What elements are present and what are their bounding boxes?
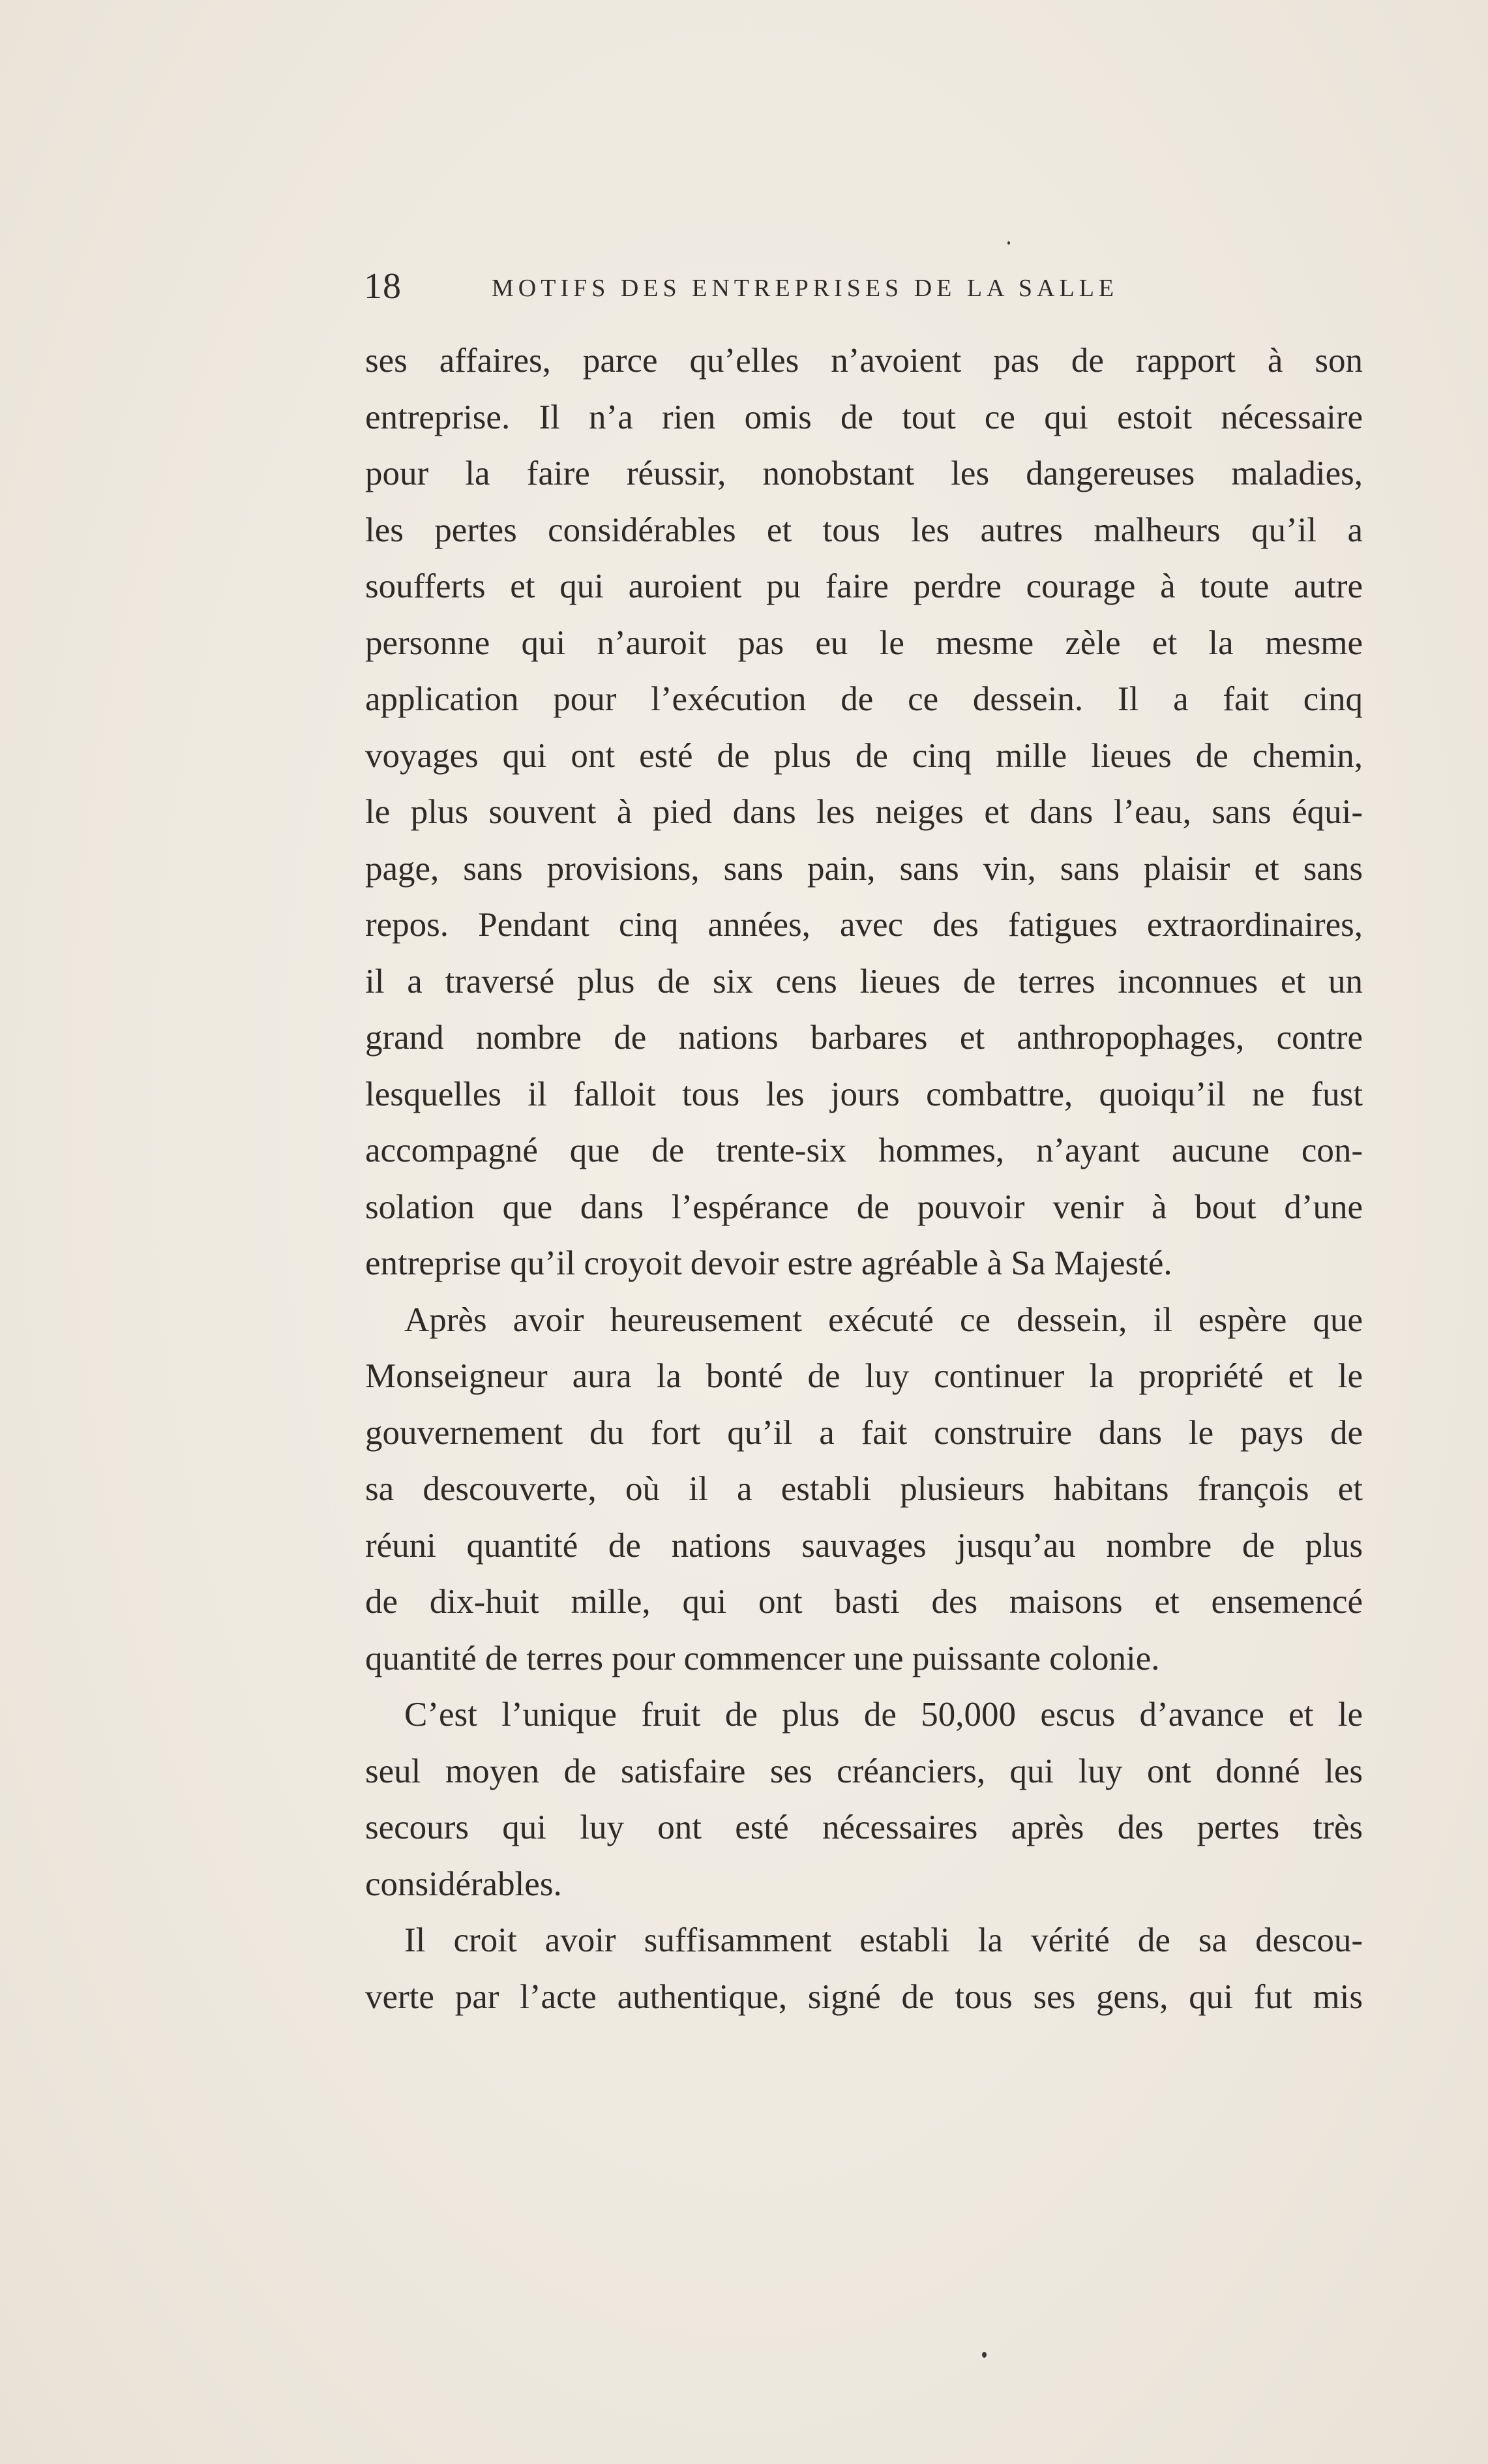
paper-speck (982, 2352, 987, 2358)
text-line: soufferts et qui auroient pu faire perdre courage à toute autre (365, 567, 1363, 605)
text-line: personne qui n’auroit pas eu le mesme zèle et la mesme (365, 624, 1363, 662)
text-line: page, sans provisions, sans pain, sans vin, sans plaisir et sans (365, 849, 1363, 888)
text-line: le plus souvent à pied dans les neiges et dans l’eau, sans équi- (365, 793, 1363, 831)
text-line: de dix-huit mille, qui ont basti des maisons et ensemencé (365, 1583, 1363, 1621)
running-title: MOTIFS DES ENTREPRISES DE LA SALLE (492, 275, 1119, 302)
text-line: solation que dans l’espérance de pouvoir venir à bout d’une (365, 1188, 1363, 1226)
text-line: quantité de terres pour commencer une puissante colonie. (365, 1639, 1160, 1677)
text-line: grand nombre de nations barbares et anthropophages, contre (365, 1019, 1363, 1057)
text-line: les pertes considérables et tous les autres malheurs qu’il a (365, 511, 1363, 549)
text-line: réuni quantité de nations sauvages jusqu’au nombre de plus (365, 1526, 1363, 1565)
text-line: secours qui luy ont esté nécessaires après des pertes très (365, 1809, 1363, 1846)
text-line: entreprise qu’il croyoit devoir estre agréable à Sa Majesté. (365, 1244, 1172, 1282)
text-line: Monseigneur aura la bonté de luy continuer la propriété et le (365, 1357, 1363, 1395)
text-line: entreprise. Il n’a rien omis de tout ce qui estoit nécessaire (365, 398, 1363, 436)
page-number: 18 (364, 266, 402, 307)
text-line: Après avoir heureusement exécuté ce dessein, il espère que (404, 1300, 1363, 1339)
text-line: voyages qui ont esté de plus de cinq mille lieues de chemin, (365, 736, 1363, 775)
paper-speck (1007, 241, 1010, 245)
text-line: gouvernement du fort qu’il a fait construire dans le pays de (365, 1413, 1363, 1452)
text-line: il a traversé plus de six cens lieues de terres inconnues et un (365, 962, 1363, 1000)
text-line: verte par l’acte authentique, signé de tous ses gens, qui fut mis (365, 1977, 1363, 2016)
text-line: Il croit avoir suffisamment establi la vérité de sa descou- (404, 1921, 1363, 1959)
text-line: considérables. (365, 1865, 562, 1903)
text-line: C’est l’unique fruit de plus de 50,000 escus d’avance et le (404, 1696, 1363, 1734)
running-head (364, 263, 1368, 309)
text-line: ses affaires, parce qu’elles n’avoient pas de rapport à son (365, 342, 1363, 380)
text-line: lesquelles il falloit tous les jours combattre, quoiqu’il ne fust (365, 1075, 1363, 1113)
text-line: accompagné que de trente-six hommes, n’ayant aucune con- (365, 1132, 1363, 1169)
text-line: application pour l’exécution de ce dessein. Il a fait cinq (365, 680, 1363, 718)
text-line: sa descouverte, où il a establi plusieurs habitans françois et (365, 1470, 1363, 1508)
text-line: repos. Pendant cinq années, avec des fatigues extraordinaires, (365, 906, 1363, 944)
text-line: pour la faire réussir, nonobstant les dangereuses maladies, (365, 455, 1363, 492)
body-text (365, 333, 1363, 2025)
text-line: seul moyen de satisfaire ses créanciers, qui luy ont donné les (365, 1752, 1363, 1790)
